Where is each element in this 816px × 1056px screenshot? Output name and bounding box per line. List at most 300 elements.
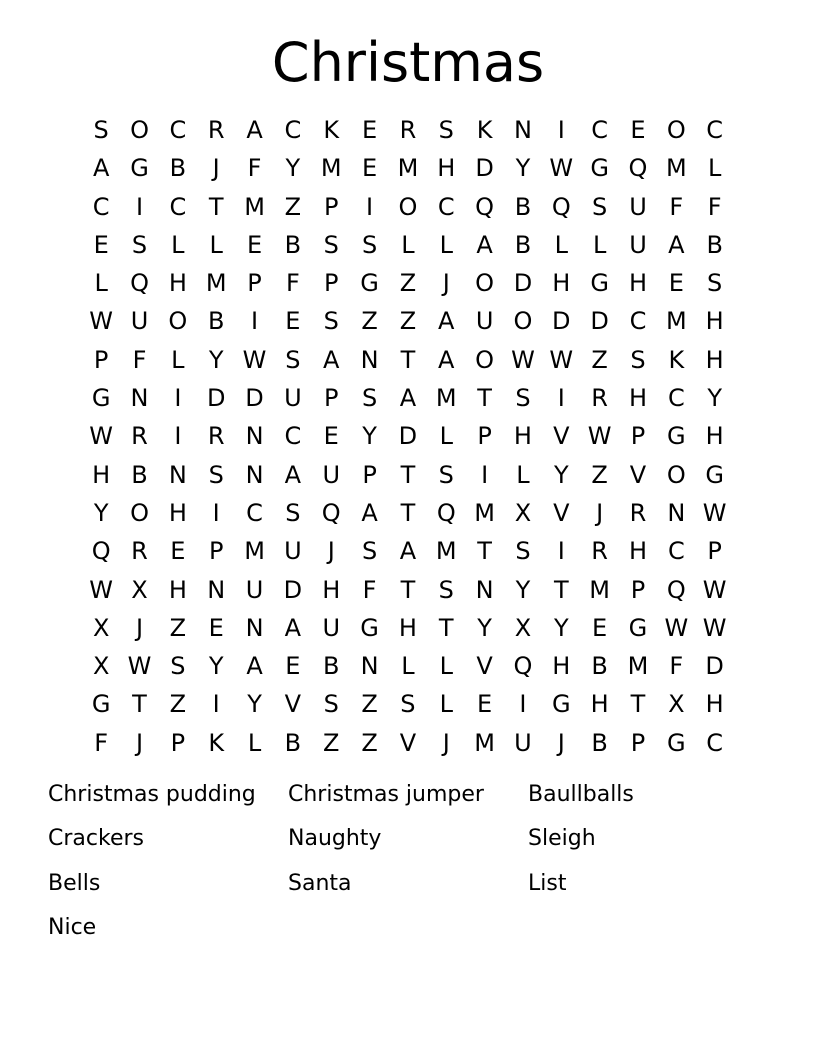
grid-cell: F [94,728,109,757]
grid-cell: H [552,652,571,681]
grid-cell: F [247,154,262,183]
grid-cell: Z [361,307,378,336]
grid-cell: H [628,384,647,413]
grid-cell: M [435,384,457,413]
grid-cell: R [131,422,148,451]
grid-cell: U [130,307,149,336]
grid-cell: I [174,422,182,451]
grid-cell: T [630,690,646,719]
grid-cell: V [284,690,302,719]
grid-cell: I [481,460,489,489]
grid-row [82,226,734,264]
grid-cell: M [474,728,495,757]
grid-cell: S [93,116,109,144]
word-list-item: Santa [288,870,352,896]
grid-cell: C [591,116,609,144]
grid-cell: L [94,269,108,298]
grid-cell: Z [284,192,302,221]
grid-cell: H [398,613,417,642]
grid-cell: A [668,230,685,259]
grid-row [82,188,734,226]
grid-row [82,341,734,379]
grid-cell: S [323,230,339,259]
grid-cell: W [89,422,114,451]
grid-cell: S [361,384,378,413]
grid-cell: P [630,422,646,451]
grid-cell: W [89,307,114,336]
grid-cell: P [247,269,262,298]
grid-cell: G [91,690,111,719]
grid-cell: P [208,537,224,566]
grid-cell: B [131,460,148,489]
grid-cell: C [169,192,187,221]
grid-cell: L [247,728,262,757]
grid-cell: G [91,384,111,413]
grid-cell: Q [321,498,341,527]
grid-cell: S [131,230,148,259]
grid-cell: J [442,269,450,298]
grid-cell: L [439,230,453,259]
grid-row [82,647,734,685]
grid-cell: Z [361,728,378,757]
grid-cell: L [171,345,185,374]
grid-cell: Y [285,154,301,183]
grid-row [82,685,734,723]
grid-cell: D [590,307,609,336]
grid-row [82,264,734,302]
grid-cell: N [207,575,226,604]
grid-cell: N [245,422,264,451]
grid-cell: E [170,537,186,566]
grid-cell: R [207,422,225,451]
grid-cell: K [208,728,225,757]
grid-cell: S [438,116,454,144]
grid-cell: O [130,116,149,144]
grid-cell: Z [399,269,417,298]
grid-cell: M [627,652,649,681]
grid-row [82,494,734,532]
grid-cell: I [251,307,259,336]
grid-cell: N [168,460,187,489]
grid-cell: O [475,269,495,298]
grid-cell: D [705,652,724,681]
grid-cell: L [516,460,530,489]
grid-cell: J [442,728,450,757]
grid-cell: R [399,116,417,144]
grid-cell: D [206,384,226,413]
grid-cell: Y [553,613,569,642]
grid-cell: A [361,498,378,527]
grid-cell: E [323,422,339,451]
word-list-item: Crackers [48,826,144,852]
grid-cell: S [323,690,339,719]
grid-cell: D [552,307,571,336]
grid-cell: A [246,116,263,144]
grid-cell: P [323,384,339,413]
grid-cell: H [168,269,187,298]
grid-cell: E [285,652,301,681]
grid-cell: D [475,154,494,183]
grid-cell: W [664,613,689,642]
grid-cell: S [707,269,723,298]
grid-cell: V [553,422,570,451]
grid-cell: U [629,192,647,221]
grid-cell: N [360,652,379,681]
grid-cell: E [93,230,109,259]
grid-cell: W [242,345,267,374]
grid-cell: Q [513,652,533,681]
grid-cell: T [400,460,416,489]
grid-cell: M [474,498,495,527]
grid-cell: N [667,498,686,527]
grid-cell: Y [515,575,531,604]
grid-cell: M [665,307,687,336]
letter-grid [82,111,734,762]
grid-cell: S [361,230,378,259]
grid-cell: M [435,537,457,566]
grid-cell: F [669,652,684,681]
grid-cell: Y [707,384,722,413]
grid-cell: S [630,345,646,374]
grid-cell: X [514,498,532,527]
grid-cell: K [476,116,493,144]
grid-cell: G [590,269,609,298]
grid-cell: L [554,230,568,259]
word-list-item: Bells [48,870,101,896]
grid-cell: I [557,384,565,413]
grid-cell: T [477,537,492,566]
word-list-item: Christmas pudding [48,782,256,807]
grid-cell: K [668,345,685,374]
grid-cell: I [557,116,565,144]
grid-cell: V [629,460,647,489]
grid-cell: W [702,498,727,527]
grid-cell: A [438,345,455,374]
grid-cell: Z [361,690,378,719]
grid-cell: P [323,192,339,221]
grid-cell: I [135,192,144,221]
grid-cell: Q [666,575,686,604]
grid-cell: U [475,307,494,336]
grid-cell: W [702,575,727,604]
grid-cell: W [587,422,612,451]
grid-cell: P [707,537,722,566]
grid-cell: T [400,498,416,527]
grid-cell: V [476,652,493,681]
grid-cell: S [592,192,608,221]
grid-cell: Y [515,154,531,183]
grid-cell: B [591,728,608,757]
grid-cell: S [208,460,224,489]
grid-cell: D [245,384,264,413]
grid-cell: Z [399,307,417,336]
word-list-item: Nice [48,914,97,940]
grid-row [82,724,734,762]
grid-cell: O [168,307,188,336]
grid-cell: B [284,230,302,259]
grid-cell: W [549,154,574,183]
grid-cell: Z [169,613,187,642]
grid-cell: O [666,116,686,144]
grid-cell: N [513,116,532,144]
grid-cell: G [130,154,149,183]
grid-cell: C [629,307,647,336]
grid-cell: C [92,192,110,221]
grid-cell: B [169,154,187,183]
grid-cell: J [212,154,220,183]
grid-cell: B [591,652,608,681]
grid-cell: L [439,652,453,681]
grid-cell: O [130,498,149,527]
grid-cell: Y [553,460,569,489]
grid-cell: W [89,575,114,604]
grid-cell: R [629,498,647,527]
grid-cell: T [553,575,569,604]
grid-cell: Q [551,192,571,221]
grid-cell: C [284,116,302,144]
grid-cell: G [667,422,686,451]
grid-cell: P [170,728,186,757]
grid-cell: L [592,230,607,259]
grid-cell: C [437,192,455,221]
grid-cell: L [439,422,453,451]
grid-cell: H [513,422,532,451]
grid-cell: G [705,460,724,489]
grid-cell: Q [475,192,495,221]
grid-cell: T [477,384,492,413]
grid-cell: L [707,154,722,183]
word-list-item: Sleigh [528,826,596,852]
grid-cell: H [322,575,341,604]
grid-cell: B [514,192,532,221]
grid-cell: C [667,384,685,413]
grid-cell: E [246,230,263,259]
grid-cell: A [476,230,493,259]
grid-cell: J [557,728,565,757]
grid-cell: P [362,460,377,489]
grid-cell: W [127,652,152,681]
grid-cell: T [208,192,224,221]
grid-cell: Q [91,537,111,566]
grid-cell: X [92,652,110,681]
grid-cell: H [437,154,456,183]
grid-cell: M [205,269,227,298]
grid-cell: U [284,537,302,566]
grid-cell: C [706,116,724,144]
grid-cell: X [131,575,148,604]
grid-cell: F [285,269,300,298]
grid-cell: A [438,307,455,336]
grid-cell: A [92,154,110,183]
grid-cell: I [557,537,565,566]
grid-cell: E [630,116,646,144]
grid-cell: I [366,192,374,221]
grid-cell: Z [591,460,608,489]
grid-cell: V [553,498,570,527]
grid-cell: G [667,728,686,757]
grid-cell: W [549,345,574,374]
grid-cell: C [284,422,302,451]
grid-cell: H [705,422,724,451]
grid-cell: L [401,652,415,681]
grid-row [82,302,734,340]
word-list [48,776,768,953]
grid-cell: X [668,690,685,719]
grid-cell: M [320,154,342,183]
grid-cell: A [284,613,302,642]
word-list-item: Baullballs [528,782,634,807]
grid-cell: H [705,307,724,336]
grid-cell: M [589,575,610,604]
grid-row [82,111,734,149]
grid-cell: H [705,345,724,374]
grid-cell: O [398,192,418,221]
word-list-item: List [528,870,567,896]
grid-cell: N [245,460,264,489]
grid-cell: P [477,422,492,451]
grid-cell: U [514,728,532,757]
word-list-item: Naughty [288,826,382,852]
grid-cell: C [667,537,685,566]
grid-cell: M [244,537,265,566]
grid-cell: S [323,307,339,336]
grid-cell: L [209,230,223,259]
grid-cell: E [477,690,493,719]
grid-cell: W [702,613,727,642]
grid-cell: T [438,613,454,642]
grid-cell: H [92,460,111,489]
grid-cell: I [212,690,220,719]
grid-cell: A [399,537,417,566]
grid-cell: D [513,269,533,298]
grid-cell: I [212,498,220,527]
grid-cell: R [207,116,225,144]
grid-cell: H [168,498,187,527]
grid-cell: T [400,575,416,604]
grid-cell: G [628,613,648,642]
grid-cell: T [400,345,416,374]
grid-cell: X [514,613,532,642]
grid-cell: G [551,690,571,719]
grid-cell: M [244,192,265,221]
grid-cell: U [629,230,647,259]
grid-row [82,532,734,570]
word-list-item: Christmas jumper [288,782,484,807]
grid-cell: H [552,269,571,298]
grid-cell: S [515,537,531,566]
grid-cell: E [361,154,378,183]
grid-cell: D [398,422,418,451]
grid-cell: B [207,307,225,336]
grid-cell: E [285,307,301,336]
grid-cell: S [285,345,301,374]
grid-cell: N [130,384,149,413]
grid-cell: S [438,460,454,489]
grid-cell: S [515,384,531,413]
grid-cell: J [135,728,144,757]
grid-cell: Z [169,690,187,719]
grid-cell: U [245,575,264,604]
grid-cell: O [666,460,686,489]
grid-cell: F [132,345,147,374]
grid-cell: L [401,230,415,259]
grid-cell: Q [628,154,648,183]
grid-cell: Z [323,728,340,757]
grid-cell: E [361,116,378,144]
grid-cell: P [630,728,646,757]
grid-cell: J [327,537,335,566]
grid-cell: F [362,575,377,604]
grid-cell: G [590,154,609,183]
grid-cell: Y [208,652,224,681]
grid-cell: C [246,498,263,527]
grid-cell: I [519,690,527,719]
grid-cell: A [323,345,340,374]
grid-cell: L [439,690,453,719]
grid-cell: O [475,345,495,374]
grid-cell: T [132,690,147,719]
grid-cell: S [361,537,378,566]
grid-cell: B [323,652,340,681]
grid-cell: R [131,537,148,566]
grid-cell: B [284,728,302,757]
grid-cell: C [169,116,187,144]
grid-cell: S [400,690,416,719]
grid-row [82,379,734,417]
grid-row [82,609,734,647]
grid-cell: E [592,613,608,642]
grid-cell: S [170,652,186,681]
grid-cell: W [511,345,535,374]
grid-cell: A [246,652,263,681]
grid-cell: F [669,192,684,221]
grid-cell: N [475,575,494,604]
grid-cell: P [93,345,109,374]
grid-cell: N [360,345,379,374]
grid-row [82,149,734,187]
grid-cell: Y [362,422,377,451]
grid-cell: U [322,460,341,489]
grid-cell: D [283,575,303,604]
grid-cell: P [323,269,339,298]
grid-cell: S [285,498,301,527]
grid-cell: U [284,384,302,413]
grid-cell: R [591,384,608,413]
grid-row [82,571,734,609]
grid-cell: Y [477,613,492,642]
grid-cell: Z [591,345,608,374]
grid-cell: K [323,116,340,144]
grid-cell: G [360,613,379,642]
grid-cell: E [668,269,684,298]
grid-cell: B [514,230,532,259]
grid-cell: P [630,575,646,604]
grid-cell: E [208,613,224,642]
grid-row [82,456,734,494]
grid-row [82,417,734,455]
grid-cell: B [706,230,723,259]
grid-cell: O [513,307,533,336]
grid-cell: Q [436,498,456,527]
grid-cell: X [92,613,110,642]
grid-cell: M [397,154,419,183]
grid-cell: Y [93,498,109,527]
grid-cell: L [171,230,185,259]
grid-cell: H [628,269,647,298]
grid-cell: A [399,384,417,413]
grid-cell: I [174,384,182,413]
grid-cell: Y [208,345,224,374]
